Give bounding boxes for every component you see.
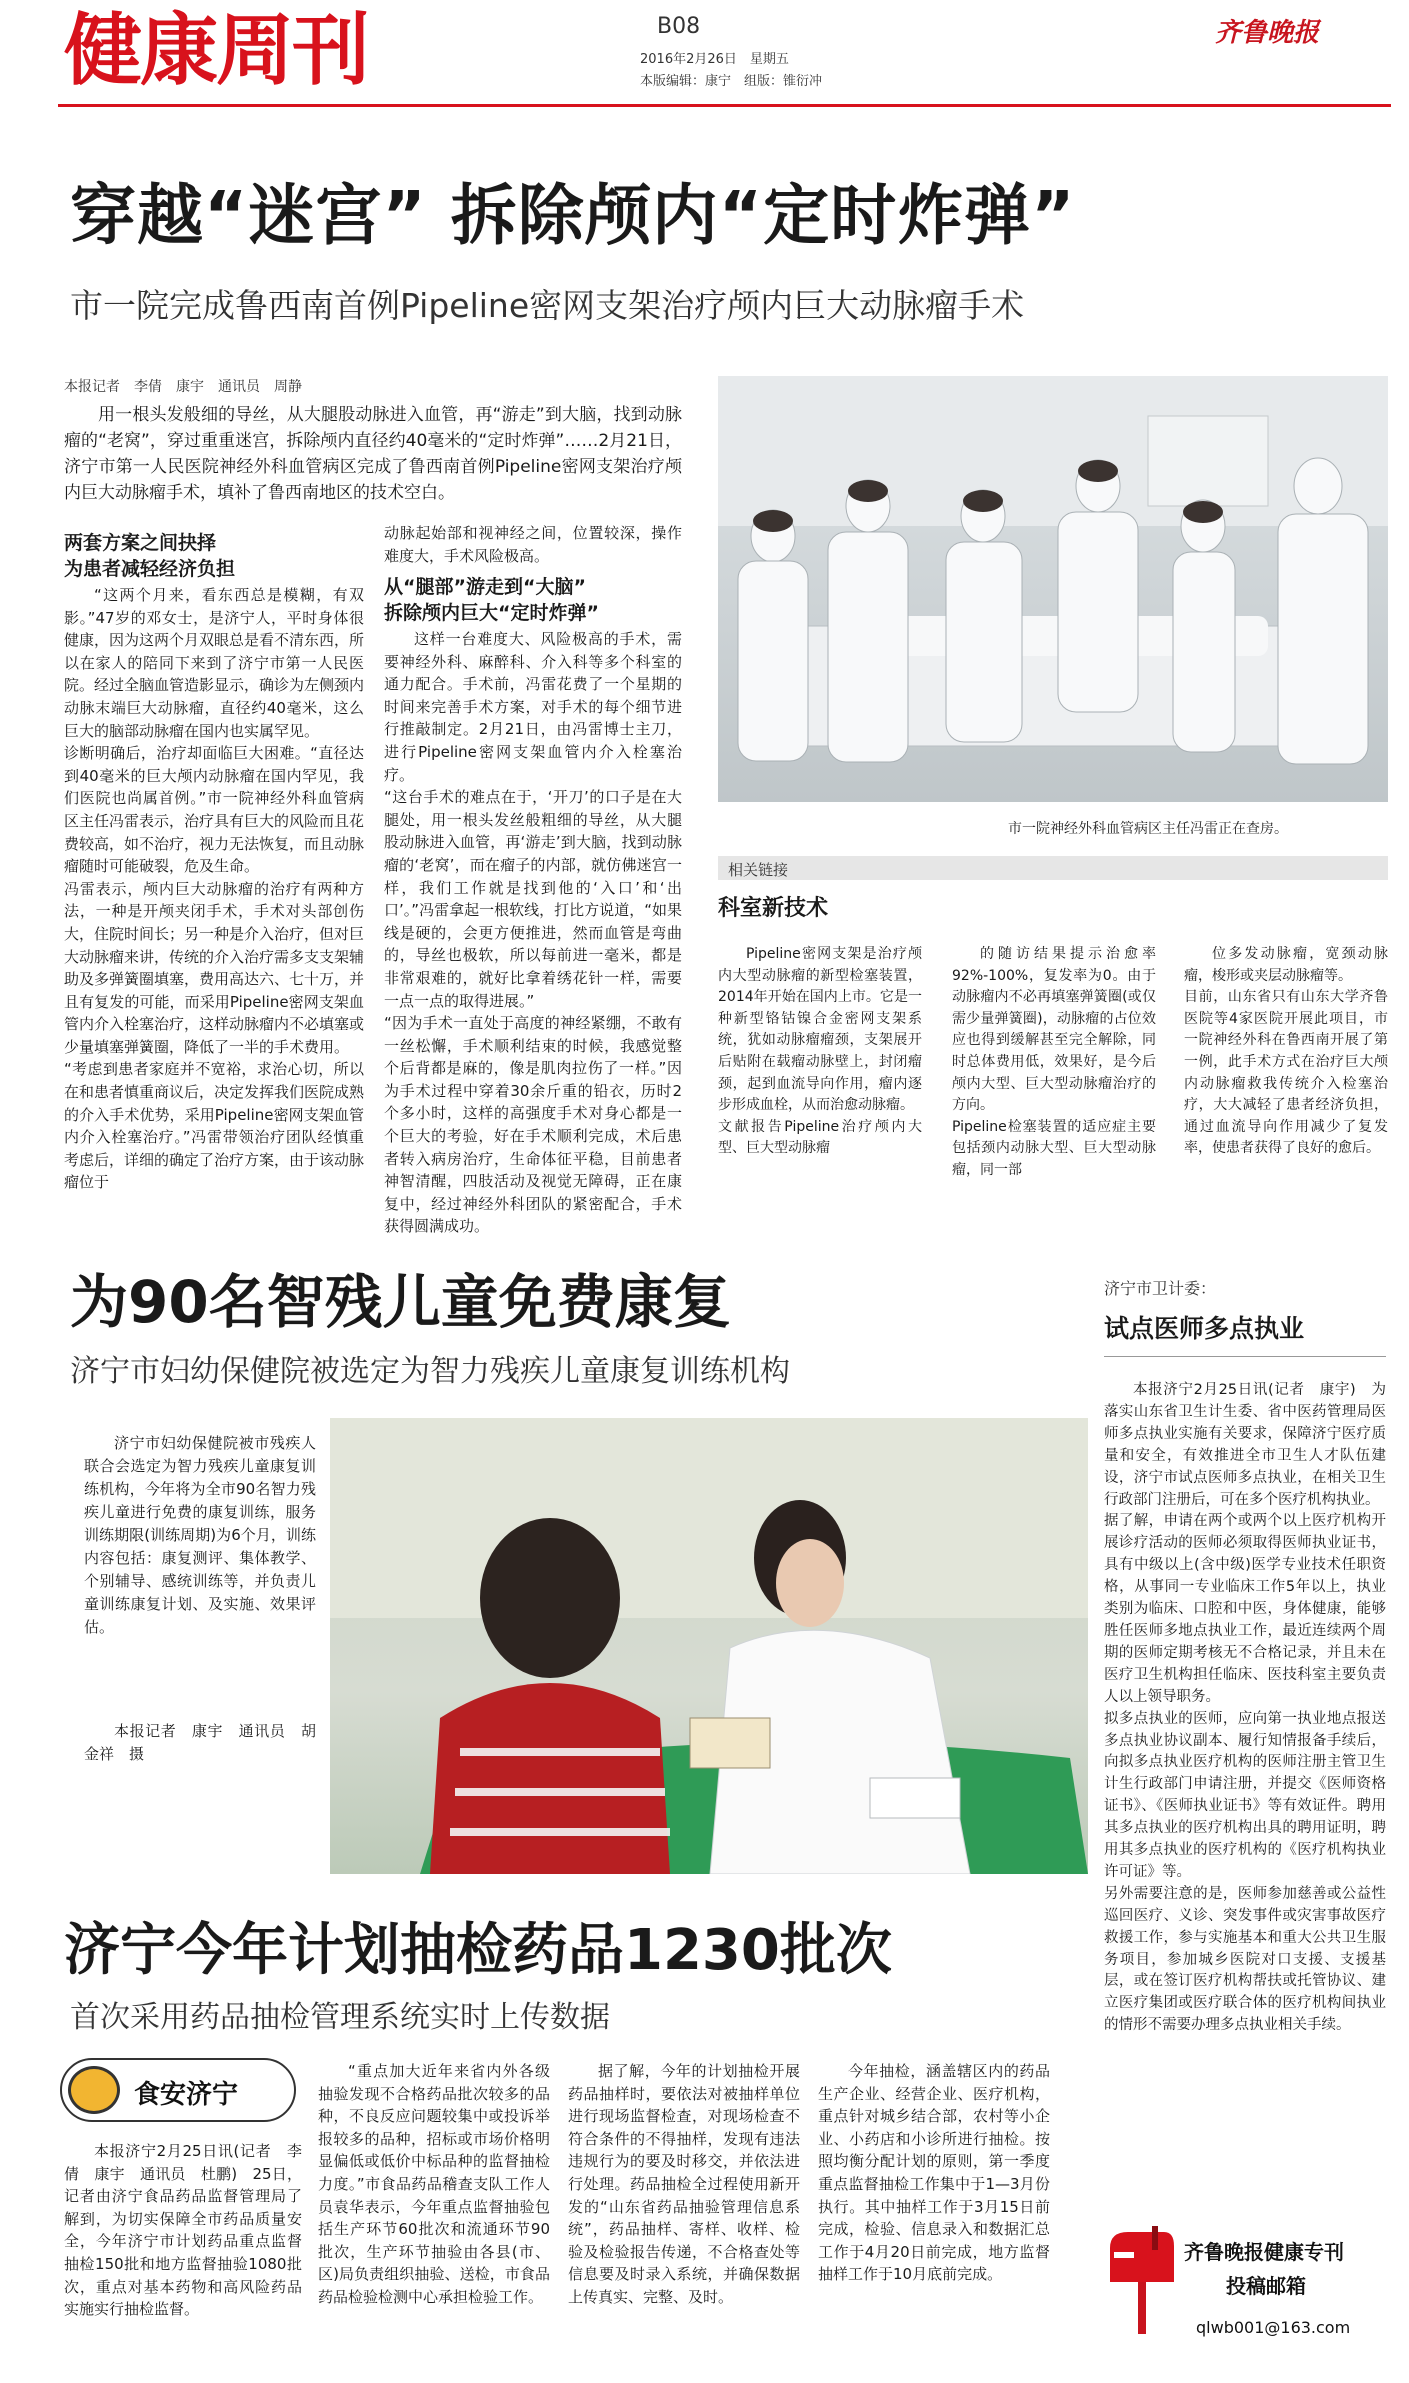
story3-title: 试点医师多点执业 <box>1104 1314 1305 1343</box>
story1-column2-top: 动脉起始部和视神经之间，位置较深，操作难度大，手术风险极高。 <box>384 524 682 565</box>
story4-headline: 济宁今年计划抽检药品1230批次 <box>64 1918 892 1983</box>
story3-kicker: 济宁市卫计委： <box>1104 1279 1217 1298</box>
story1-headline: 穿越“迷宫” 拆除颅内“定时炸弹” <box>70 177 1076 254</box>
rehab-illustration <box>330 1418 1088 1874</box>
masthead-title: 健康周刊 <box>64 6 369 96</box>
mailbox-icon <box>1104 2226 1180 2336</box>
editor-credit: 本版编辑：康宁 组版：锥衍冲 <box>640 74 823 89</box>
related-column2: 的随访结果提示治愈率92%-100%，复发率为0。由于动脉瘤内不必再填塞弹簧圈(或仅需少量弹簧圈)，动脉瘤的占位效应也得到缓解甚至完全解除，同时总体费用低，效果好，是今后颅内大型、巨大型动脉瘤治疗的方向。 Pipeline检塞装置的适应症主要包括颈内动脉大型、巨大型动脉瘤，同一部 <box>952 946 1156 1178</box>
masthead-rule <box>58 104 1391 107</box>
story4-column1: 本报济宁2月25日讯(记者 李倩 康宇 通讯员 杜鹏) 25日，记者由济宁食品药品监督管理局了解到，为切实保障全市药品质量安全，今年济宁市计划药品重点监督抽检150批和地方监督抽验1080批次，重点对基本药物和高风险药品实施实行抽检监督。 <box>64 2142 302 2319</box>
related-link-title: 科室新技术 <box>718 896 829 921</box>
issue-date: 2016年2月26日 星期五 <box>640 52 789 67</box>
newspaper-logo: 齐鲁晚报 <box>1215 18 1320 48</box>
rehab-photo <box>330 1418 1088 1874</box>
food-safety-label: 食安济宁 <box>134 2080 239 2110</box>
story4-column3: 据了解，今年的计划抽检开展药品抽样时，要依法对被抽样单位进行现场监督检查，对现场检查不符合条件的不得抽样，发现有违法违规行为的要及时移交，并依法进行处理。药品抽检全过程使用新开发的“山东省药品抽验管理信息系统”，药品抽样、寄样、收样、检验及检验报告传递，不合格查处等信息要及时录入系统，并确保数据上传真实、完整、及时。 <box>568 2062 800 2306</box>
story1-lead: 用一根头发般细的导丝，从大腿股动脉进入血管，再“游走”到大脑，找到动脉瘤的“老窝”，穿过重重迷宫，拆除颅内直径约40毫米的“定时炸弹”……2月21日，济宁市第一人民医院神经外科血管病区完成了鲁西南首例Pipeline密网支架治疗颅内巨大动脉瘤手术，填补了鲁西南地区的技术空白。 <box>64 405 682 503</box>
mailbox-title: 齐鲁晚报健康专刊 <box>1184 2240 1344 2264</box>
ward-round-photo <box>718 376 1388 802</box>
story2-subhead: 济宁市妇幼保健院被选定为智力残疾儿童康复训练机构 <box>70 1354 790 1389</box>
page-number: B08 <box>657 14 701 39</box>
story3-rule <box>1104 1356 1386 1357</box>
story1-column2: 这样一台难度大、风险极高的手术，需要神经外科、麻醉科、介入科等多个科室的通力配合。手术前，冯雷花费了一个星期的时间来完善手术方案，对手术的每个细节进行推敲制定。2月21日，由冯雷博士主刀，进行Pipeline密网支架血管内介入栓塞治疗。 “这台手术的难点在于，‘开刀’的口子是在大腿处，用一根头发丝般粗细的导丝，从大腿股动脉进入血管，再‘游走’到大脑，找到动脉瘤的‘老窝’，而在瘤子的内部，就仿佛迷宫一样，我们工作就是找到他的‘入口’和‘出口’。”冯雷拿起一根软线，打比方说道，“如果线是硬的，会更方便推进，然而血管是弯曲的，导丝也极软，所以每前进一毫米，都是非常艰难的，就好比拿着绣花针一样，需要一点一点的取得进展。” “因为手术一直处于高度的神经紧绷，不敢有一丝松懈，手术顺利结束的时候，我感觉整个后背都是麻的，像是肌肉拉伤了一样。”因为手术过程中穿着30余斤重的铅衣，历时2个多小时，这样的高强度手术对身心都是一个巨大的考验，好在手术顺利完成，术后患者转入病房治疗，生命体征平稳，目前患者神智清醒，四肢活动及视觉无障碍，正在康复中，经过神经外科团队的紧密配合，手术获得圆满成功。 <box>384 630 682 1236</box>
story4-column4: 今年抽检，涵盖辖区内的药品生产企业、经营企业、医疗机构，重点针对城乡结合部，农村等小企业、小药店和小诊所进行抽检。按照均衡分配计划的原则，第一季度重点监督抽检工作集中于1—3月份执行。其中抽样工作于3月15日前完成，检验、信息录入和数据汇总工作于4月20日前完成，地方监督抽样工作于10月底前完成。 <box>818 2062 1050 2284</box>
story1-subhead: 市一院完成鲁西南首例Pipeline密网支架治疗颅内巨大动脉瘤手术 <box>70 286 1025 325</box>
food-plate-icon <box>68 2066 120 2114</box>
related-link-bar <box>718 856 1388 880</box>
related-column3: 位多发动脉瘤，宽颈动脉瘤，梭形或夹层动脉瘤等。 目前，山东省只有山东大学齐鲁医院等4家医院开展此项目，市一院神经外科在鲁西南开展了第一例，此手术方式在治疗巨大颅内动脉瘤救我传统介入检塞治疗，大大减轻了患者经济负担，通过血流导向作用减少了复发率，使患者获得了良好的愈后。 <box>1184 946 1388 1157</box>
story1-column1: “这两个月来，看东西总是模糊，有双影。”47岁的邓女士，是济宁人，平时身体很健康，因为这两个月双眼总是看不清东西，所以在家人的陪同下来到了济宁市第一人民医院。经过全脑血管造影显示，确诊为左侧颈内动脉末端巨大动脉瘤，直径约40毫米，这么巨大的脑部动脉瘤在国内也实属罕见。 诊断明确后，治疗却面临巨大困难。“直径达到40毫米的巨大颅内动脉瘤在国内罕见，我们医院也尚属首例。”市一院神经外科血管病区主任冯雷表示，治疗具有巨大的风险而且花费较高，如不治疗，视力无法恢复，而且动脉瘤随时可能破裂，危及生命。 冯雷表示，颅内巨大动脉瘤的治疗有两种方法，一种是开颅夹闭手术，手术对头部创伤大，住院时间长；另一种是介入治疗，但对巨大动脉瘤来讲，传统的介入治疗需多支支架辅助及多弹簧圈填塞，费用高达六、七十万，并且有复发的可能，而采用Pipeline密网支架血管内介入栓塞治疗，这样动脉瘤内不必填塞或少量填塞弹簧圈，降低了一半的手术费用。 “考虑到患者家庭并不宽裕，求治心切，所以在和患者慎重商议后，决定发挥我们医院成熟的介入手术优势，采用Pipeline密网支架血管内介入栓塞治疗。”冯雷带领治疗团队经慎重考虑后，详细的确定了治疗方案，由于该动脉瘤位于 <box>64 586 365 1192</box>
story1-section1-title: 两套方案之间抉择 为患者减轻经济负担 <box>64 532 236 580</box>
related-link-label: 相关链接 <box>728 861 789 879</box>
ward-round-illustration <box>718 376 1388 802</box>
story1-section2-title: 从“腿部”游走到“大脑” 拆除颅内巨大“定时炸弹” <box>384 576 599 624</box>
story4-subhead: 首次采用药品抽检管理系统实时上传数据 <box>70 2000 610 2035</box>
food-safety-badge <box>60 2058 296 2122</box>
submission-email[interactable]: qlwb001@163.com <box>1196 2318 1351 2337</box>
story2-body: 济宁市妇幼保健院被市残疾人联合会选定为智力残疾儿童康复训练机构，今年将为全市90名智力残疾儿童进行免费的康复训练，服务训练期限(训练周期)为6个月，训练内容包括：康复测评、集体教学、个别辅导、感统训练等，并负责儿童训练康复计划、及实施、效果评估。 <box>84 1434 316 1636</box>
story3-body: 本报济宁2月25日讯(记者 康宇) 为落实山东省卫生计生委、省中医药管理局医师多点执业实施有关要求，保障济宁医疗质量和安全，有效推进全市卫生人才队伍建设，济宁市试点医师多点执业，在相关卫生行政部门注册后，可在多个医疗机构执业。 据了解，申请在两个或两个以上医疗机构开展诊疗活动的医师必须取得医师执业证书，具有中级以上(含中级)医学专业技术任职资格，从事同一专业临床工作5年以上，执业类别为临床、口腔和中医，身体健康，能够胜任医师多地点执业工作，最近连续两个周期的医师定期考核无不合格记录，并且未在医疗卫生机构担任临床、医技科室主要负责人以上领导职务。 拟多点执业的医师，应向第一执业地点报送多点执业协议副本、履行知情报备手续后，向拟多点执业医疗机构的医师注册主管卫生计生行政部门申请注册，并提交《医师资格证书》、《医师执业证书》等有效证件。聘用其多点执业的医疗机构出具的聘用证明，聘用其多点执业的医疗机构的《医疗机构执业许可证》等。 另外需要注意的是，医师参加慈善或公益性巡回医疗、义诊、突发事件或灾害事故医疗救援工作，参与实施基本和重大公共卫生服务项目，参加城乡医院对口支援、支援基层，或在签订医疗机构帮扶或托管协议、建立医疗集团或医疗联合体的医疗机构间执业的情形不需要办理多点执业相关手续。 <box>1104 1382 1386 2034</box>
ward-round-caption: 市一院神经外科血管病区主任冯雷正在查房。 <box>1008 821 1288 837</box>
mailbox-subtitle: 投稿邮箱 <box>1226 2274 1306 2298</box>
story2-headline: 为90名智残儿童免费康复 <box>70 1268 731 1336</box>
related-column1: Pipeline密网支架是治疗颅内大型动脉瘤的新型检塞装置，2014年开始在国内上市。它是一种新型铬钴镍合金密网支架系统，犹如动脉瘤瘤颈，支架展开后贴附在载瘤动脉壁上，封闭瘤颈，起到血流导向作用，瘤内逐步形成血栓，从而治愈动脉瘤。 文献报告Pipeline治疗颅内大型、巨大型动脉瘤 <box>718 946 922 1157</box>
story4-column2: “重点加大近年来省内外各级抽验发现不合格药品批次较多的品种，不良反应问题较集中或投诉举报较多的品种，招标或市场价格明显偏低或低价中标品种的监督抽检力度。”市食品药品稽查支队工作人员袁华表示，今年重点监督抽验包括生产环节60批次和流通环节90批次，生产环节抽验由各县(市、区)局负责组织抽验、送检，市食品药品检验检测中心承担检验工作。 <box>318 2062 550 2306</box>
story2-credit: 本报记者 康宇 通讯员 胡金祥 摄 <box>84 1722 316 1763</box>
story1-byline: 本报记者 李倩 康宇 通讯员 周静 <box>64 379 302 395</box>
